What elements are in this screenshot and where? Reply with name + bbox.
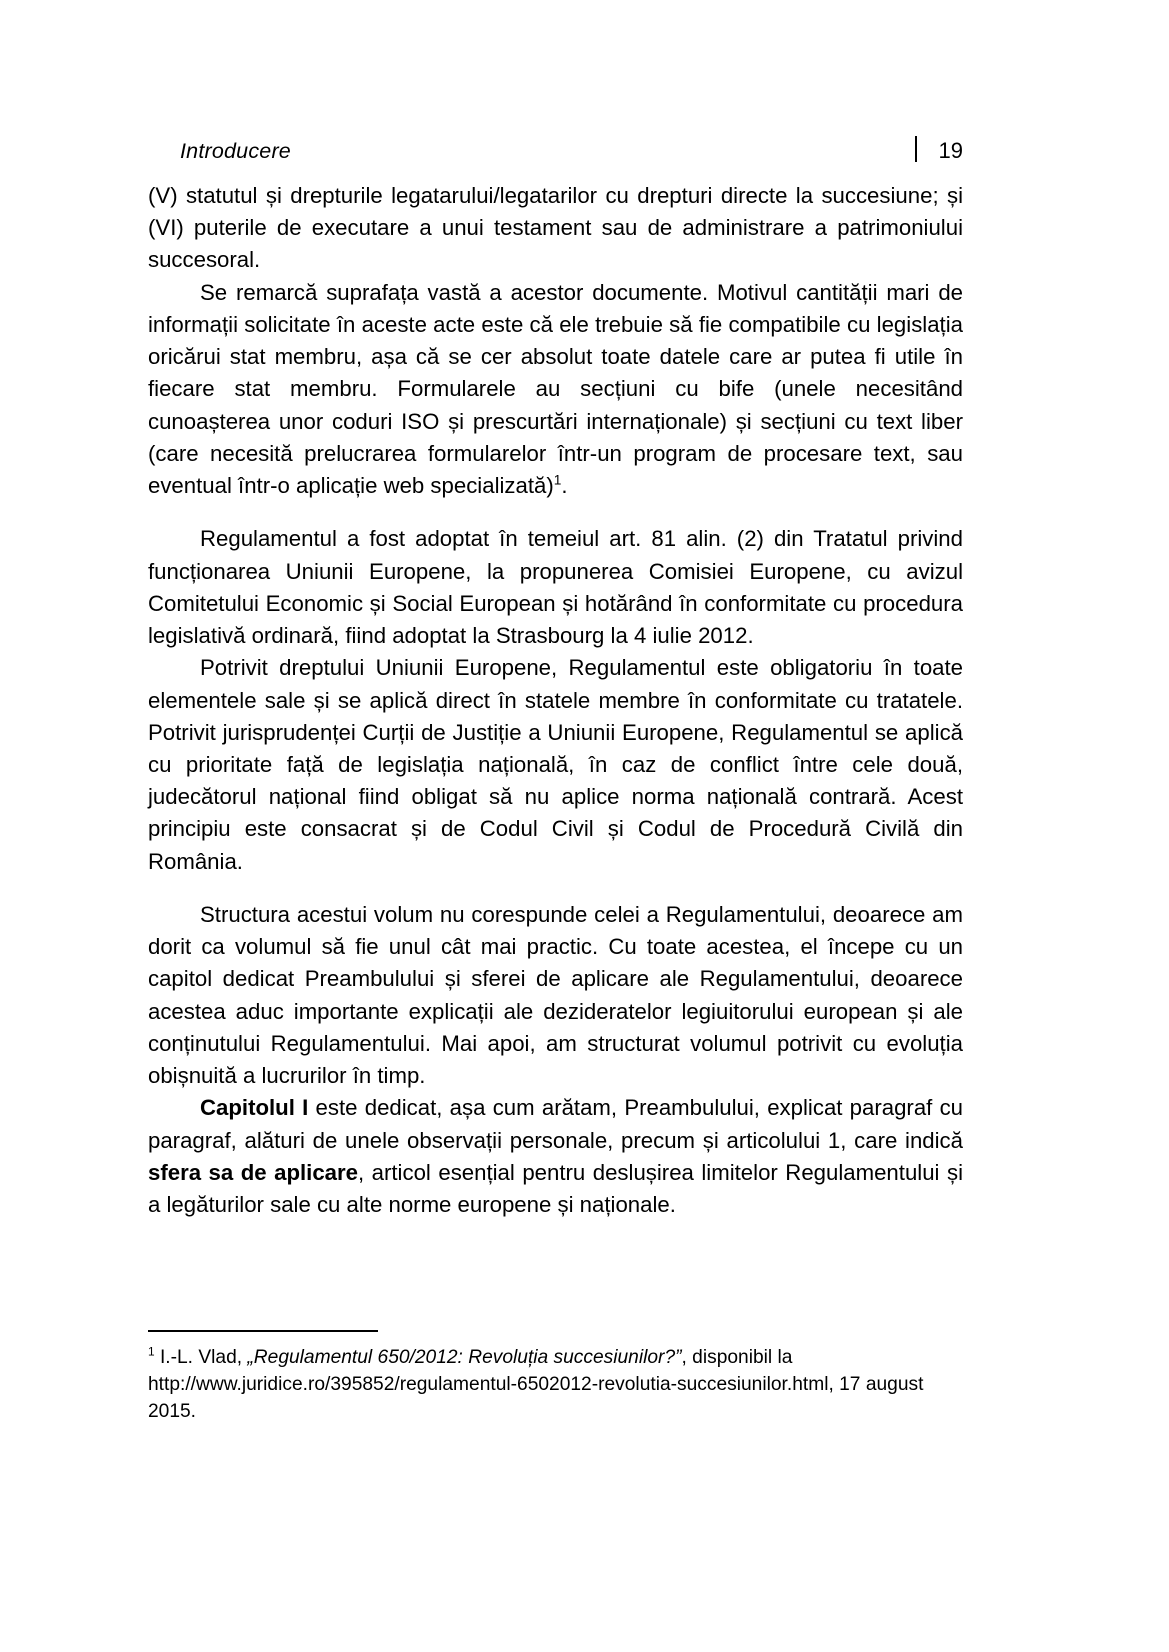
running-head-right xyxy=(915,132,963,164)
footnote-reference-1: 1 xyxy=(553,472,562,488)
paragraph-2-tail: . xyxy=(561,473,568,499)
footnote-indent xyxy=(148,1344,924,1422)
paragraph-6-bold-scope: sfera sa de aplicare xyxy=(148,1159,358,1185)
paragraph-2-text: Se remarcă suprafața vastă a acestor documente. Motivul cantității mari de informații solicitate în aceste acte este că ele trebuie să fie compatibile cu legislația oricărui stat membru, așa că se cer absolut toate datele care ar putea fi utile în fiecare stat membru. Formularele au secțiuni cu bife (unele necesitând cunoașterea unor coduri ISO și prescurtări internaționale) și secțiuni cu text liber (care necesită prelucrarea formularelor într-un program de procesare text, sau eventual într-o aplicație web specializată) xyxy=(148,279,963,499)
paragraph-3: Regulamentul a fost adoptat în temeiul art. 81 alin. (2) din Tratatul privind funcționarea Uniunii Europene, la propunerea Comisiei Europene, cu avizul Comitetului Economic și Social European și hotărând în conformitate cu procedura legislativă ordinară, fiind adoptat la Strasbourg la 4 iulie 2012. xyxy=(148,526,963,649)
footnote-area xyxy=(148,1330,963,1426)
running-head xyxy=(148,132,963,164)
paragraph-2 xyxy=(148,277,963,503)
paragraph-6-mid: este dedicat, așa cum arătam, Preambulului, explicat paragraf cu paragraf, alături de unele observații personale, precum și articolului 1, care indică xyxy=(148,1095,963,1153)
footnote-url[interactable]: http://www.juridice.ro/395852/regulamentul-6502012-revolutia-succesiunilor.html, xyxy=(148,1373,834,1395)
footnote-author: I.-L. Vlad, xyxy=(154,1347,248,1368)
body-text xyxy=(148,180,963,1221)
paragraph-6 xyxy=(148,1092,963,1221)
paragraph-4: Potrivit dreptului Uniunii Europene, Regulamentul este obligatoriu în toate elementele sale și se aplică direct în statele membre în conformitate cu tratatele. Potrivit jurisprudenței Curții de Justiție a Uniunii Europene, Regulamentul se aplică cu prioritate față de legislația națională, în caz de conflict între cele două, judecătorul național fiind obligat să nu aplice norma națională contrară. Acest principiu este consacrat și de Codul Civil și Codul de Procedură Civilă din România. xyxy=(148,655,963,874)
paragraph-6-bold-chapter: Capitolul I xyxy=(200,1095,309,1121)
footnote-1 xyxy=(148,1345,963,1426)
footnote-title: „Regulamentul 650/2012: Revoluția succesiunilor?” xyxy=(247,1347,682,1368)
page-content xyxy=(148,132,963,1221)
paragraph-6-end: , articol esențial pentru deslușirea limitelor Regulamentului și a legăturilor sale cu alte norme europene și naționale. xyxy=(148,1159,964,1218)
paragraph-1: (V) statutul și drepturile legatarului/legatarilor cu drepturi directe la succesiune; și (VI) puterile de executare a unui testament sau de administrare a patrimoniului succesoral. xyxy=(148,183,963,273)
footnote-after-title: , disponibil la xyxy=(681,1347,793,1368)
paragraph-5: Structura acestui volum nu corespunde celei a Regulamentului, deoarece am dorit ca volumul să fie unul cât mai practic. Cu toate acestea, el începe cu un capitol dedicat Preambulului și sferei de aplicare ale Regulamentului, deoarece acestea aduc importante explicații ale dezideratelor legiuitorului european și ale conținutului Regulamentului. Mai apoi, am structurat volumul potrivit cu evoluția obișnuită a lucrurilor în timp. xyxy=(148,901,963,1089)
running-head-title: Introducere xyxy=(180,139,291,163)
footnote-marker: 1 xyxy=(148,1344,155,1359)
footnote-separator-rule xyxy=(148,1330,378,1332)
running-head-divider-rule xyxy=(915,136,917,162)
page-number: 19 xyxy=(938,138,963,163)
footnote-date: 17 august 2015. xyxy=(148,1373,924,1422)
